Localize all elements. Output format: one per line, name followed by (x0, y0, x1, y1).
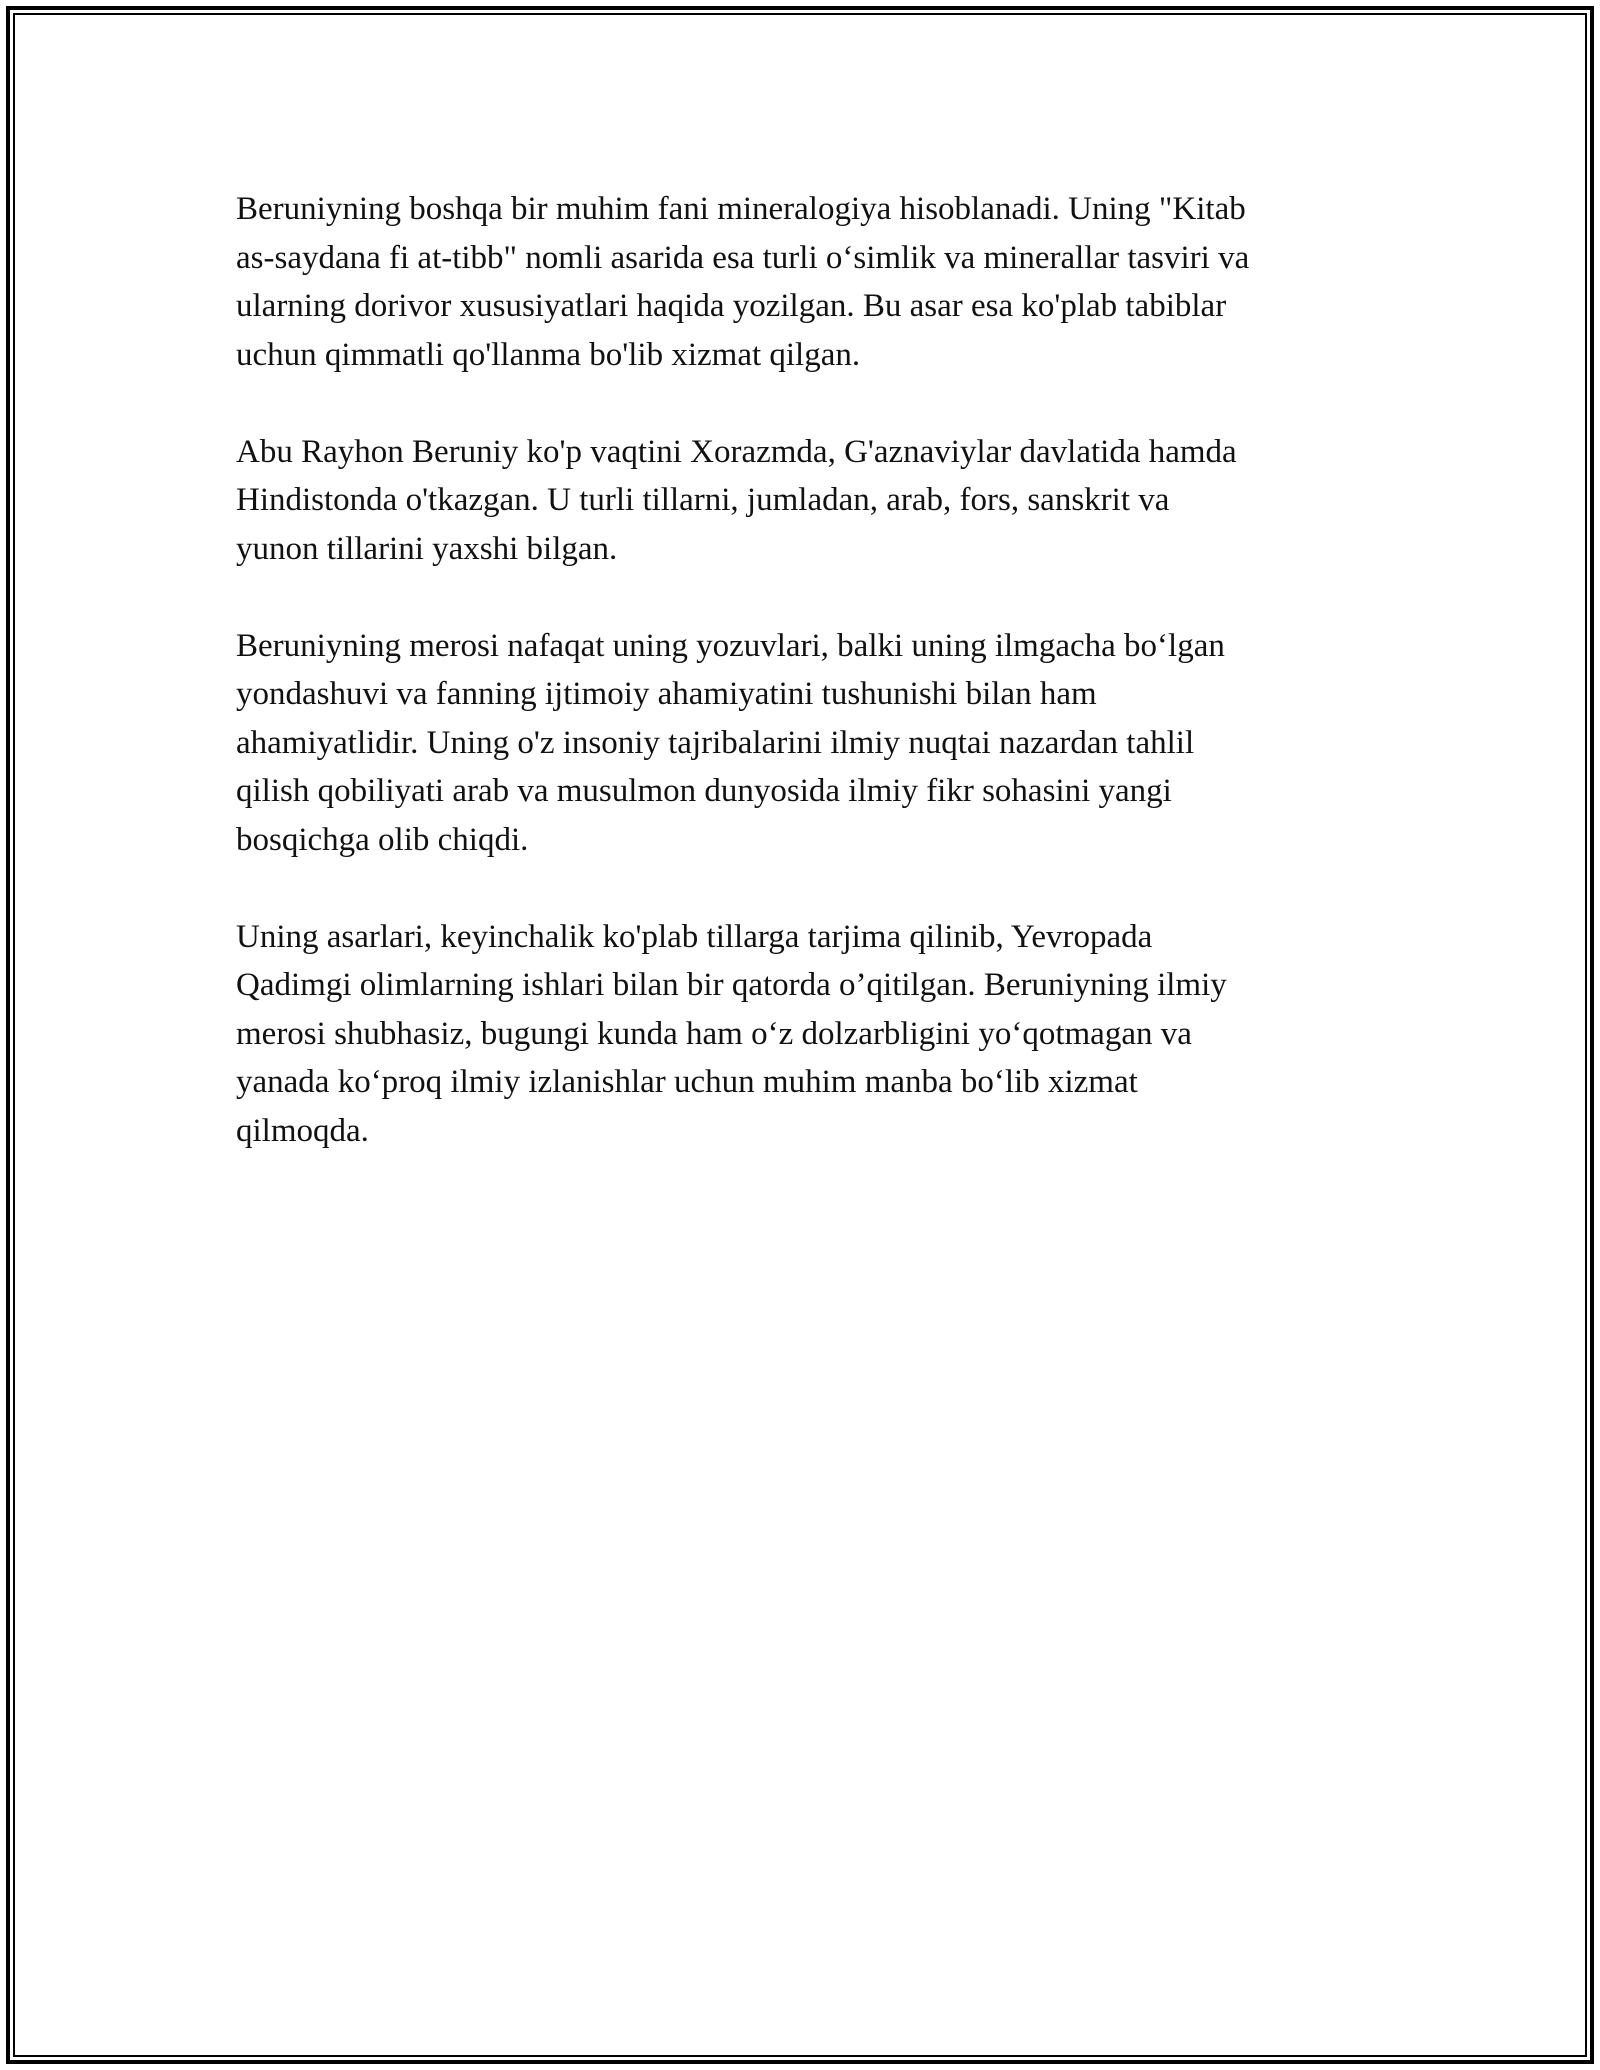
paragraph-3: Beruniyning merosi nafaqat uning yozuvlari, balki uning ilmgacha bo‘lgan yondashuvi va fanning ijtimoiy ahamiyatini tushunishi bilan ham ahamiyatlidir. Uning o'z insoniy tajribalarini ilmiy nuqtai nazardan tahlil qilish qobiliyati arab va musulmon dunyosida ilmiy fikr sohasini yangi bosqichga olib chiqdi. (236, 627, 1225, 858)
paragraph-2: Abu Rayhon Beruniy ko'p vaqtini Xorazmda, G'aznaviylar davlatida hamda Hindistonda o'tkazgan. U turli tillarni, jumladan, arab, fors, sanskrit va yunon tillarini yaxshi bilgan. (236, 433, 1237, 567)
paragraph-4: Uning asarlari, keyinchalik ko'plab tillarga tarjima qilinib, Yevropada Qadimgi olimlarning ishlari bilan bir qatorda o’qitilgan. Beruniyning ilmiy merosi shubhasiz, bugungi kunda ham o‘z dolzarbligini yo‘qotmagan va yanada ko‘proq ilmiy izlanishlar uchun muhim manba bo‘lib xizmat qilmoqda. (236, 918, 1227, 1149)
document-body (236, 185, 1386, 1204)
paragraph-1: Beruniyning boshqa bir muhim fani mineralogiya hisoblanadi. Uning "Kitab as-saydana fi at-tibb" nomli asarida esa turli o‘simlik va minerallar tasviri va ularning dorivor xususiyatlari haqida yozilgan. Bu asar esa ko'plab tabiblar uchun qimmatli qo'llanma bo'lib xizmat qilgan. (236, 191, 1250, 373)
